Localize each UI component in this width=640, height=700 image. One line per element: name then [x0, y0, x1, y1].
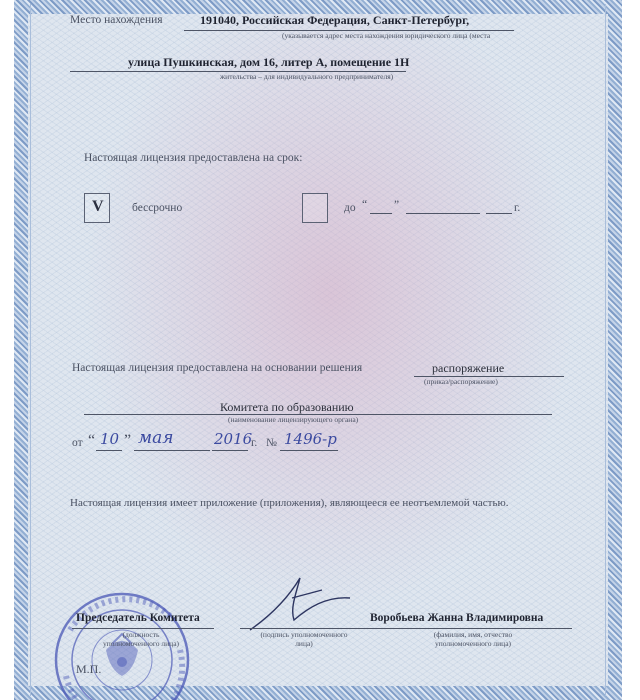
- signatory-position: Председатель Комитета: [76, 612, 200, 624]
- address-line-1: 191040, Российская Федерация, Санкт-Петербург,: [200, 13, 470, 27]
- signature-caption: (подпись уполномоченного лица): [260, 630, 348, 648]
- address-line-2: улица Пушкинская, дом 16, литер А, помещение 1Н: [128, 55, 410, 69]
- position-caption: (должность уполномоченного лица): [102, 630, 180, 648]
- date-quote-close: ”: [124, 432, 132, 449]
- signatory-name: Воробьева Жанна Владимировна: [370, 612, 544, 624]
- address-caption-2: жительства – для индивидуального предпринимателя): [220, 72, 394, 81]
- until-year-rule: [486, 213, 512, 214]
- decision-day: 10: [100, 430, 120, 448]
- checked-mark: V: [92, 198, 104, 215]
- date-day-rule: [96, 450, 122, 451]
- address-caption-1: (указывается адрес места нахождения юридического лица (места: [282, 31, 491, 40]
- name-caption: (фамилия, имя, отчество уполномоченного лица): [433, 630, 513, 648]
- decision-year: 2016: [214, 430, 253, 448]
- decision-number: 1496-р: [284, 430, 337, 448]
- authority-name: Комитета по образованию: [220, 400, 354, 414]
- until-quote-open: “: [362, 199, 368, 211]
- date-month-rule: [134, 450, 210, 451]
- decision-month: мая: [138, 428, 174, 448]
- date-year-suffix: г.: [251, 437, 258, 449]
- date-prefix: от: [72, 437, 83, 449]
- signature-rule: [240, 628, 362, 629]
- until-checkbox: [302, 193, 328, 223]
- name-rule: [362, 628, 572, 629]
- position-rule: [72, 628, 214, 629]
- stamp-place-mark: М.П.: [76, 662, 102, 676]
- location-label: Место нахождения: [70, 14, 163, 26]
- basis-intro: Настоящая лицензия предоставлена на основании решения: [72, 362, 363, 374]
- until-month-rule: [406, 213, 480, 214]
- until-day-rule: [370, 213, 392, 214]
- number-rule: [280, 450, 338, 451]
- term-intro: Настоящая лицензия предоставлена на срок:: [84, 152, 303, 164]
- decision-type: распоряжение: [432, 361, 505, 375]
- date-quote-open: “: [88, 432, 96, 449]
- until-year-suffix: г.: [514, 202, 521, 214]
- number-sign: №: [266, 437, 277, 449]
- authority-caption: (наименование лицензирующего органа): [228, 415, 359, 424]
- option-until: до: [344, 202, 356, 214]
- date-year-rule: [212, 450, 248, 451]
- option-indefinite: бессрочно: [132, 202, 183, 214]
- until-quote-close: ”: [394, 199, 400, 211]
- license-page: [14, 0, 622, 700]
- appendix-note: Настоящая лицензия имеет приложение (приложения), являющееся ее неотъемлемой частью.: [70, 497, 509, 509]
- decision-caption: (приказ/распоряжение): [424, 377, 498, 386]
